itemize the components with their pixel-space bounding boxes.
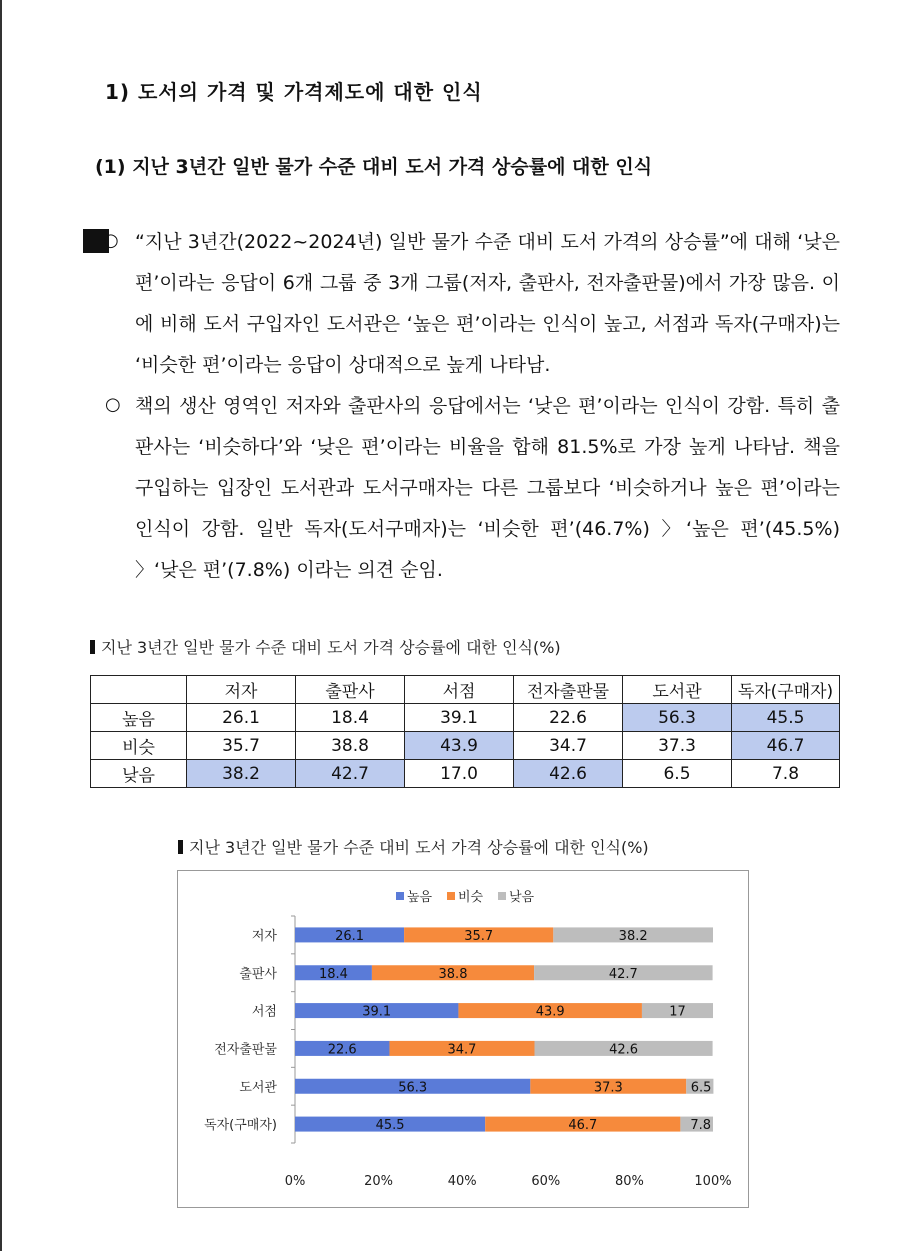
- table-caption-text: 지난 3년간 일반 물가 수준 대비 도서 가격 상승률에 대한 인식(%): [101, 638, 561, 657]
- legend-swatch: [396, 892, 404, 900]
- table-header-cell: 독자(구매자): [732, 676, 840, 704]
- legend-label: 높음: [407, 890, 433, 905]
- data-label: 6.5: [690, 1080, 712, 1096]
- category-label: 서점: [251, 1004, 277, 1020]
- table-row-label: 비슷: [91, 732, 187, 760]
- data-label: 45.5: [375, 1118, 405, 1134]
- table-cell: 56.3: [623, 704, 732, 732]
- table-cell: 39.1: [405, 704, 514, 732]
- category-label: 도서관: [239, 1080, 277, 1096]
- subsection-title: (1) 지난 3년간 일반 물가 수준 대비 도서 가격 상승률에 대한 인식: [95, 156, 653, 178]
- data-label: 42.6: [609, 1042, 639, 1058]
- section-title: 1) 도서의 가격 및 가격제도에 대한 인식: [105, 80, 483, 104]
- data-label: 26.1: [335, 928, 365, 944]
- data-table: [90, 675, 840, 788]
- table-corner-cell: [91, 676, 187, 704]
- x-tick-label: 20%: [364, 1174, 394, 1189]
- x-tick-label: 100%: [694, 1174, 732, 1189]
- category-label: 전자출판물: [214, 1042, 277, 1058]
- chart-caption: [178, 835, 649, 858]
- table-header-cell: 도서관: [623, 676, 732, 704]
- table-caption: [90, 635, 561, 658]
- data-label: 22.6: [327, 1042, 357, 1058]
- data-label: 18.4: [318, 966, 348, 982]
- paragraph-2: 책의 생산 영역인 저자와 출판사의 응답에서는 ‘낮은 편’이라는 인식이 강함. 특히 출판사는 ‘비슷하다’와 ‘낮은 편’이라는 비율을 합해 81.5%로 가장 높게 나타남. 책을 구입하는 입장인 도서관과 도서구매자는 다른 그룹보다 ‘비슷하거나 높은 편’이라는 인식이 강함. 일반 독자(도서구매자)는 ‘비슷한 편’(46.7%) 〉‘높은 편’(45.5%) 〉‘낮은 편’(7.8%) 이라는 의견 순임.: [135, 395, 840, 581]
- data-label: 17: [669, 1004, 686, 1020]
- table-cell: 18.4: [296, 704, 405, 732]
- data-label: 46.7: [568, 1118, 598, 1134]
- data-label: 42.7: [608, 966, 638, 982]
- table-cell: 43.9: [405, 732, 514, 760]
- table-header-cell: 저자: [187, 676, 296, 704]
- bullet-circle-icon: ○: [105, 394, 121, 415]
- data-label: 39.1: [362, 1004, 392, 1020]
- table-cell: 35.7: [187, 732, 296, 760]
- data-label: 43.9: [535, 1004, 565, 1020]
- legend-label: 낮음: [509, 890, 535, 905]
- table-cell: 7.8: [732, 760, 840, 788]
- table-row: [91, 760, 840, 788]
- category-label: 독자(구매자): [204, 1118, 277, 1134]
- table-header-cell: 출판사: [296, 676, 405, 704]
- table-cell: 38.2: [187, 760, 296, 788]
- table-row-label: 낮음: [91, 760, 187, 788]
- table-cell: 22.6: [514, 704, 623, 732]
- category-label: 저자: [251, 928, 277, 944]
- category-label: 출판사: [239, 966, 277, 982]
- data-label: 38.2: [618, 928, 648, 944]
- table-cell: 6.5: [623, 760, 732, 788]
- chart-caption-text: 지난 3년간 일반 물가 수준 대비 도서 가격 상승률에 대한 인식(%): [189, 838, 649, 857]
- table-cell: 17.0: [405, 760, 514, 788]
- legend-label: 비슷: [458, 890, 484, 905]
- table-row: [91, 732, 840, 760]
- legend-swatch: [498, 892, 506, 900]
- table-cell: 42.6: [514, 760, 623, 788]
- table-cell: 45.5: [732, 704, 840, 732]
- chart-frame: [177, 870, 749, 1208]
- stacked-bar-chart: [178, 871, 748, 1207]
- table-cell: 26.1: [187, 704, 296, 732]
- x-tick-label: 80%: [614, 1174, 644, 1189]
- table-row-label: 높음: [91, 704, 187, 732]
- legend-swatch: [447, 892, 455, 900]
- data-label: 34.7: [447, 1042, 477, 1058]
- paragraph-1: “지난 3년간(2022~2024년) 일반 물가 수준 대비 도서 가격의 상승률”에 대해 ‘낮은 편’이라는 응답이 6개 그룹 중 3개 그룹(저자, 출판사, 전자출판물)에서 가장 많음. 이에 비해 도서 구입자인 도서관은 ‘높은 편’이라는 인식이 높고, 서점과 독자(구매자)는 ‘비슷한 편’이라는 응답이 상대적으로 높게 나타남.: [135, 231, 840, 376]
- data-label: 56.3: [398, 1080, 428, 1096]
- caption-marker-icon: [90, 640, 95, 654]
- table-row: [91, 704, 840, 732]
- table-header-cell: 전자출판물: [514, 676, 623, 704]
- table-header-row: [91, 676, 840, 704]
- data-label: 37.3: [593, 1080, 623, 1096]
- table-header-cell: 서점: [405, 676, 514, 704]
- x-tick-label: 40%: [447, 1174, 477, 1189]
- bullet-circle-icon: ○: [103, 230, 119, 251]
- x-tick-label: 60%: [531, 1174, 561, 1189]
- data-label: 35.7: [464, 928, 494, 944]
- data-label: 7.8: [690, 1118, 711, 1134]
- table-cell: 34.7: [514, 732, 623, 760]
- caption-marker-icon: [178, 840, 183, 854]
- page-left-border: [0, 0, 2, 1251]
- data-label: 38.8: [438, 966, 468, 982]
- table-cell: 42.7: [296, 760, 405, 788]
- table-cell: 46.7: [732, 732, 840, 760]
- table-cell: 37.3: [623, 732, 732, 760]
- x-tick-label: 0%: [284, 1174, 306, 1189]
- table-cell: 38.8: [296, 732, 405, 760]
